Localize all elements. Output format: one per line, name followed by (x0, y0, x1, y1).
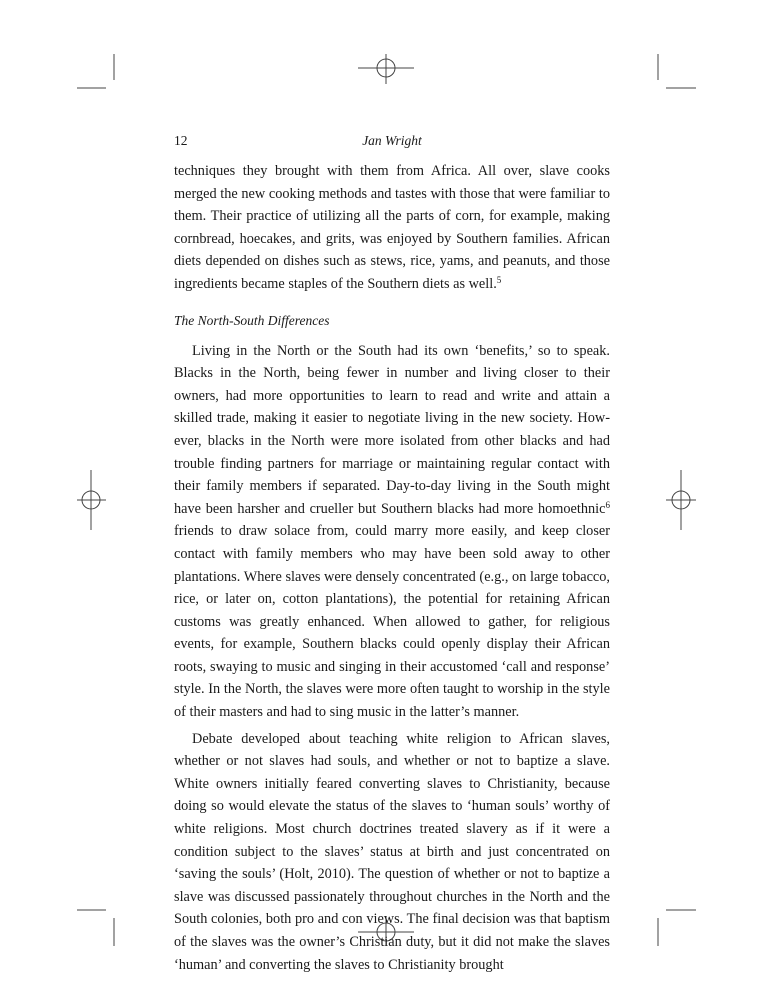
body-text (174, 160, 610, 976)
paragraph-3-text: Debate developed about teaching white religion to African slaves, whether or not slaves had souls, and whether or not to baptize a slave. White owners initially feared converting slaves to Christianity, because doing so would elevate the status of the slaves to ‘human souls’ worthy of white religions. Most church doctrines treated slavery as if it were a condition subject to the slaves’ status at birth and just concentrated on ‘saving the souls’ (Holt, 2010). The question of whether or not to baptize a slave was discussed passionately throughout churches in the North and the South colonies, both pro and con views. The final decision was that baptism of the slaves was the owner’s Christian duty, but it did not make the slaves ‘human’ and converting the slaves to Christianity brought (174, 730, 610, 973)
section-heading: The North-South Differences (174, 312, 330, 328)
paragraph-2 (174, 340, 610, 724)
registration-mark-top (358, 54, 414, 84)
registration-mark-left (77, 470, 106, 530)
paragraph-2-text-a: Living in the North or the South had its own ‘benefits,’ so to speak. Blacks in the North, being fewer in number and living closer to their owners, had more opportunities to learn to read and write and attain a skilled trade, making it easier to negotiate living in the new society. However, blacks in the North were more isolated from other blacks and had trouble finding partners for marriage or maintaining regular contact with their family members if separated. Day-to-day living in the South might have been harsher and crueller but Southern blacks had more homoethnic (174, 342, 610, 517)
paragraph-1-text: techniques they brought with them from Africa. All over, slave cooks merged the new cooking methods and tastes with those that were familiar to them. Their practice of utilizing all the parts of corn, for example, making cornbread, hoecakes, and grits, was enjoyed by Southern families. African diets depended on dishes such as stews, rice, yams, and peanuts, and those ingredients became staples of the Southern diets as well. (174, 163, 610, 292)
footnote-ref-6: 6 (605, 499, 610, 510)
paragraph-1 (174, 160, 610, 296)
paragraph-2-text-b: friends to draw solace from, could marry more easily, and keep closer contact with family members who may have been sold away to other plantations. Where slaves were densely concentrated (e.g., on large tobacco, rice, or later on, cotton plantations), the potential for retaining African customs was greatly enhanced. When allowed to gather, for religious events, for example, Southern blacks could openly display their African roots, swaying to music and singing in their accustomed ‘call and response’ style. In the North, the slaves were more often taught to worship in the style of their masters and had to sing music in the latter’s manner. (174, 523, 610, 721)
paragraph-3 (174, 728, 610, 977)
page-header (174, 133, 610, 153)
registration-mark-right (666, 470, 696, 530)
running-head: Jan Wright (362, 133, 422, 148)
footnote-ref-5: 5 (496, 274, 502, 285)
page-number: 12 (174, 133, 188, 148)
